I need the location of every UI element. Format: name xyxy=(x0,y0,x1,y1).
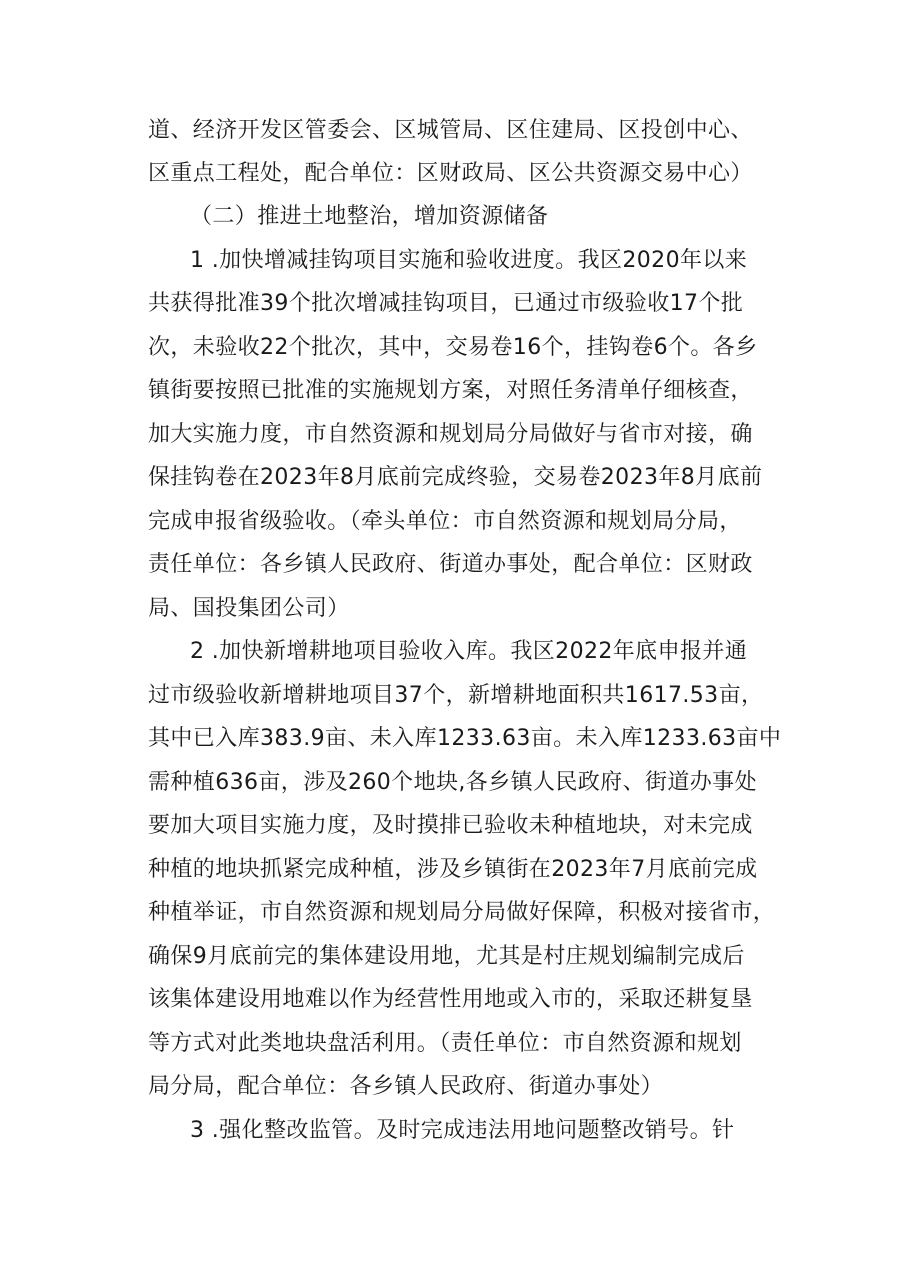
text-line: 加大实施力度，市自然资源和规划局分局做好与省市对接，确 xyxy=(148,422,753,447)
text-line: 确保9月底前完的集体建设用地，尤其是村庄规划编制完成后 xyxy=(148,944,745,969)
text-line: 需种植636亩，涉及260个地块,各乡镇人民政府、街道办事处 xyxy=(148,770,757,795)
text-line: 局分局，配合单位：各乡镇人民政府、街道办事处） xyxy=(148,1074,664,1099)
text-line: 要加大项目实施力度，及时摸排已验收未种植地块，对未完成 xyxy=(148,813,753,838)
text-line: 等方式对此类地块盘活利用。（责任单位：市自然资源和规划 xyxy=(148,1031,742,1056)
text-line: 种植举证，市自然资源和规划局分局做好保障，积极对接省市， xyxy=(148,900,776,925)
paragraph-start: 1 .加快增减挂钩项目实施和验收进度。我区2020年以来 xyxy=(190,248,748,273)
paragraph-start: 3 .强化整改监管。及时完成违法用地问题整改销号。针 xyxy=(190,1118,735,1143)
text-line: 共获得批准39个批次增减挂钩项目，已通过市级验收17个批 xyxy=(148,291,744,316)
paragraph-start: 2 .加快新增耕地项目验收入库。我区2022年底申报并通 xyxy=(190,639,748,664)
text-line: 完成申报省级验收。（牵头单位：市自然资源和规划局分局， xyxy=(148,509,742,534)
text-line: 种植的地块抓紧完成种植，涉及乡镇街在2023年7月底前完成 xyxy=(148,857,758,882)
text-line: 道、经济开发区管委会、区城管局、区住建局、区投创中心、 xyxy=(148,118,753,143)
text-line: 次，未验收22个批次，其中，交易卷16个，挂钩卷6个。各乡 xyxy=(148,335,758,360)
text-line: 责任单位：各乡镇人民政府、街道办事处，配合单位：区财政 xyxy=(148,552,753,577)
text-line: 区重点工程处，配合单位：区财政局、区公共资源交易中心） xyxy=(148,161,753,186)
text-line: 局、国投集团公司） xyxy=(148,596,350,621)
text-line: 过市级验收新增耕地项目37个，新增耕地面积共1617.53亩， xyxy=(148,683,764,708)
text-line: 其中已入库383.9亩、未入库1233.63亩。未入库1233.63亩中 xyxy=(148,726,782,751)
text-line: 该集体建设用地难以作为经营性用地或入市的，采取还耕复垦 xyxy=(148,987,753,1012)
text-line: 镇街要按照已批准的实施规划方案，对照任务清单仔细核查， xyxy=(148,378,753,403)
section-heading: （二）推进土地整治，增加资源储备 xyxy=(190,204,549,229)
text-line: 保挂钩卷在2023年8月底前完成终验，交易卷2023年8月底前 xyxy=(148,465,763,490)
